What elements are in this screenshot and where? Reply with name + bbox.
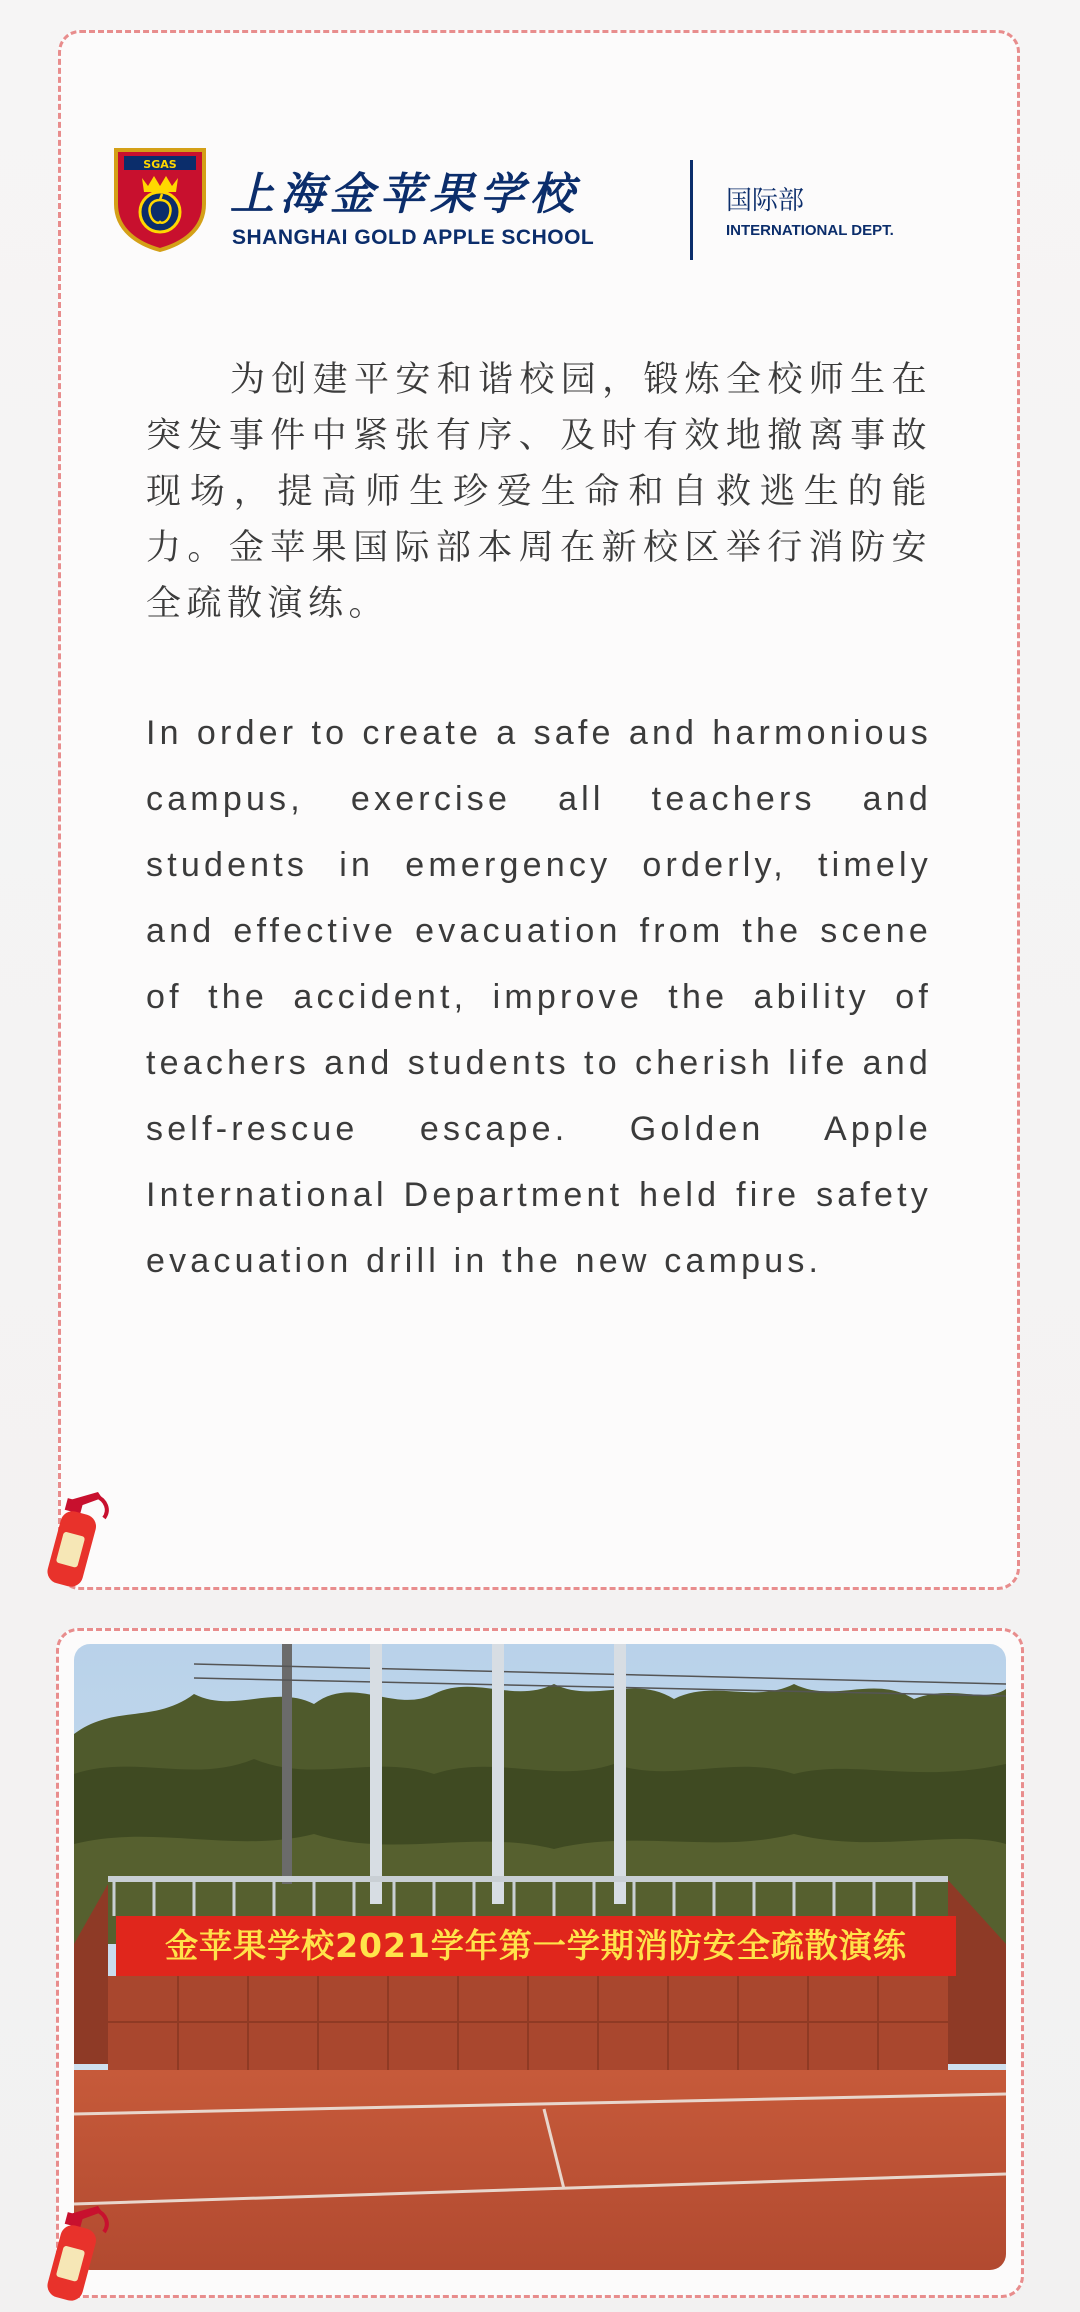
fire-extinguisher-icon	[40, 1488, 114, 1592]
paragraph-english: In order to create a safe and harmonious campus, exercise all teachers and students in emergency orderly, timely and effective evacuation from the scene of the accident, improve the ability of teachers and students to cherish life and self-rescue escape. Golden Apple International Department held fire safety evacuation drill in the new campus.	[146, 714, 932, 1280]
drill-banner-text: 金苹果学校2021学年第一学期消防安全疏散演练	[165, 1926, 907, 1965]
fire-extinguisher-icon	[40, 2202, 114, 2306]
school-name-cn: 上海金苹果学校	[230, 169, 580, 220]
paragraph-chinese: 为创建平安和谐校园，锻炼全校师生在突发事件中紧张有序、及时有效地撤离事故现场，提高师生珍爱生命和自救逃生的能力。金苹果国际部本周在新校区举行消防安全疏散演练。	[146, 360, 932, 624]
school-logo-header	[110, 118, 910, 268]
school-crest-icon	[110, 142, 210, 252]
dept-name-cn: 国际部	[726, 186, 805, 216]
dept-name-en: INTERNATIONAL DEPT.	[726, 222, 894, 239]
crest-letters: SGAS	[143, 158, 177, 171]
school-name-en: SHANGHAI GOLD APPLE SCHOOL	[232, 226, 595, 249]
logo-divider	[690, 160, 693, 260]
drill-photo	[74, 1644, 1006, 2270]
